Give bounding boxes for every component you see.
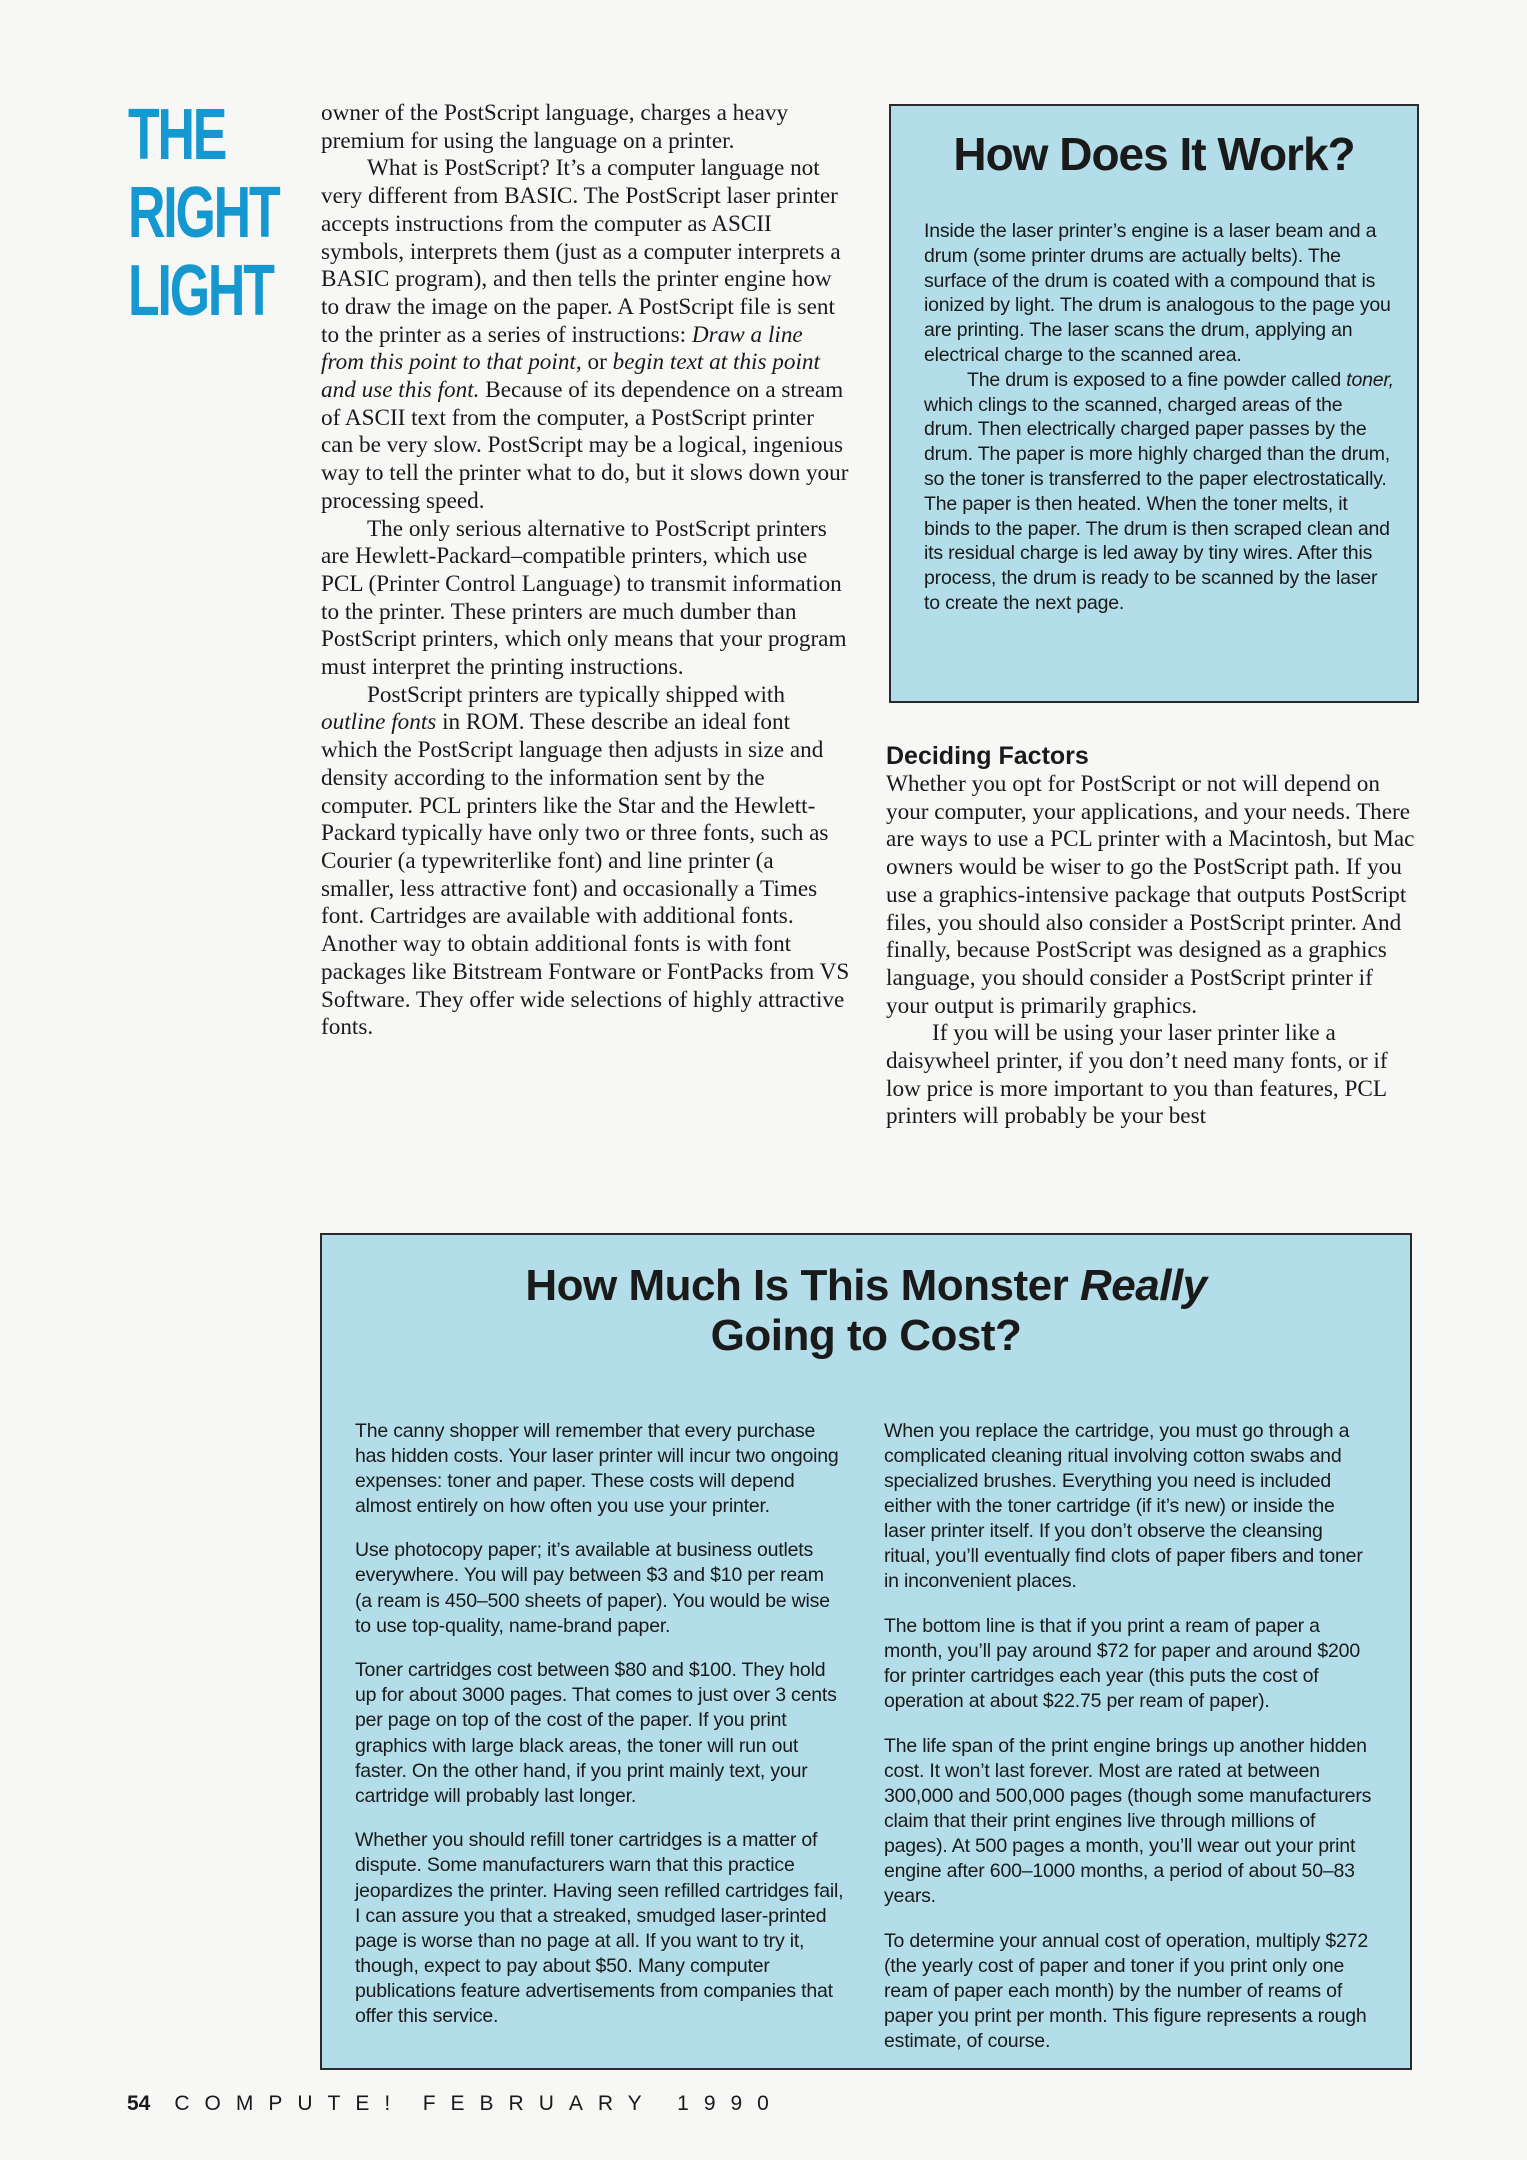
paragraph: Whether you opt for PostScript or not will depend on your computer, your applications, and your needs. There are ways to use a PCL printer with a Macintosh, but Mac owners would be wiser to go the PostScript path. If you use a graphics-intensive package that outputs PostScript files, you should also consider a PostScript printer. And finally, because PostScript was designed as a graphics language, you should consider a PostScript printer if your output is primarily graphics. bbox=[886, 771, 1415, 1019]
paragraph: owner of the PostScript language, charges a heavy premium for using the language on a printer. bbox=[321, 100, 789, 154]
main-column-1 bbox=[321, 100, 851, 1042]
paragraph: PostScript printers are typically shipped with outline fonts in ROM. These describe an ideal font which the PostScript language then adjusts in size and density according to the information sent by the computer. PCL printers like the Star and the Hewlett-Packard typically have only two or three fonts, such as Courier (a typewriterlike font) and line printer (a smaller, less attractive font) and occasionally a Times font. Cartridges are available with additional fonts. Another way to obtain additional fonts is with font packages like Bitstream Fontware or FontPacks from VS Software. They offer wide selections of highly attractive fonts. bbox=[321, 681, 850, 1041]
sidebar-cost bbox=[320, 1233, 1412, 2070]
paragraph: Use photocopy paper; it’s available at business outlets everywhere. You will pay between $3 and $10 per ream (a ream is 450–500 sheets of paper). You would be wise to use top-quality, name-brand paper. bbox=[355, 1539, 830, 1637]
issue-date: FEBRUARY 1990 bbox=[422, 2092, 784, 2115]
paragraph: The only serious alternative to PostScript printers are Hewlett-Packard–compatible printers, which use PCL (Printer Control Language) to transmit information to the printer. These printers are much dumber than PostScript printers, which only means that your program must interpret the printing instructions. bbox=[321, 515, 847, 681]
page-footer bbox=[127, 2092, 784, 2116]
sidebar-column-right bbox=[884, 1399, 1374, 2074]
sidebar-how-it-works bbox=[889, 104, 1419, 703]
paragraph: The canny shopper will remember that every purchase has hidden costs. Your laser printer will incur two ongoing expenses: toner and paper. These costs will depend almost entirely on how often you use your printer. bbox=[355, 1419, 839, 1517]
paragraph: If you will be using your laser printer like a daisywheel printer, if you don’t need many fonts, or if low price is more important to you than features, PCL printers will probably be your best bbox=[886, 1020, 1388, 1130]
page-number: 54 bbox=[127, 2092, 151, 2115]
paragraph: To determine your annual cost of operation, multiply $272 (the yearly cost of paper and toner if you print only one ream of paper each month) by the number of reams of paper you print per month. This figure represents a rough estimate, of course. bbox=[884, 1929, 1368, 2053]
paragraph: When you replace the cartridge, you must go through a complicated cleaning ritual involving cotton swabs and specialized brushes. Everything you need is included either with the toner cartridge (if it’s new) or inside the laser printer itself. If you don’t observe the cleansing ritual, you’ll eventually find clots of paper fibers and toner in inconvenient places. bbox=[884, 1419, 1363, 1593]
paragraph: The drum is exposed to a fine powder called toner, which clings to the scanned, charged areas of the drum. Then electrically charged paper passes by the drum. The paper is more highly charged than the drum, so the toner is transferred to the paper electrostatically. The paper is then heated. When the toner melts, it binds to the paper. The drum is then scraped clean and its residual charge is led away by tiny wires. After this process, the drum is ready to be scanned by the laser to create the next page. bbox=[924, 368, 1394, 614]
main-column-2 bbox=[886, 741, 1416, 1131]
sidebar-title: How Much Is This Monster Really Going to Cost? bbox=[525, 1261, 1207, 1360]
kicker-line-3: LIGHT bbox=[128, 251, 273, 331]
kicker-line-1: THE bbox=[128, 95, 226, 175]
paragraph: Inside the laser printer’s engine is a laser beam and a drum (some printer drums are actually belts). The surface of the drum is coated with a compound that is ionized by light. The drum is analogous to the page you are printing. The laser scans the drum, applying an electrical charge to the scanned area. bbox=[924, 220, 1391, 366]
paragraph: The life span of the print engine brings up another hidden cost. It won’t last forever. Most are rated at between 300,000 and 500,000 pages (though some manufacturers claim that their print engines live through millions of pages). At 500 pages a month, you’ll wear out your print engine after 600–1000 months, a period of about 50–83 years. bbox=[884, 1734, 1372, 1908]
section-heading: Deciding Factors bbox=[886, 742, 1089, 770]
paragraph: Toner cartridges cost between $80 and $100. They hold up for about 3000 pages. That comes to just over 3 cents per page on top of the cost of the paper. If you print graphics with large black areas, the toner will run out faster. On the other hand, if you print mainly text, your cartridge will probably last longer. bbox=[355, 1659, 837, 1807]
sidebar-body bbox=[924, 219, 1394, 616]
magazine-name: COMPUTE! bbox=[174, 2092, 406, 2115]
paragraph: The bottom line is that if you print a ream of paper a month, you’ll pay around $72 for paper and around $200 for printer cartridges each year (this puts the cost of operation at about $22.75 per ream of paper). bbox=[884, 1614, 1360, 1712]
paragraph: Whether you should refill toner cartridges is a matter of dispute. Some manufacturers warn that this practice jeopardizes the printer. Having seen refilled cartridges fail, I can assure you that a streaked, smudged laser-printed page is worse than no page at all. If you want to try it, though, expect to pay about $50. Many computer publications feature advertisements from companies that offer this service. bbox=[355, 1829, 844, 2027]
paragraph: What is PostScript? It’s a computer language not very different from BASIC. The PostScript laser printer accepts instructions from the computer as ASCII symbols, interprets them (just as a computer interprets a BASIC program), and then tells the printer engine how to draw the image on the paper. A PostScript file is sent to the printer as a series of instructions: Draw a line from this point to that point, or begin text at this point and use this font. Because of its dependence on a stream of ASCII text from the computer, a PostScript printer can be very slow. PostScript may be a logical, ingenious way to tell the printer what to do, but it slows down your processing speed. bbox=[321, 155, 849, 514]
section-kicker bbox=[128, 95, 279, 331]
sidebar-title: How Does It Work? bbox=[953, 128, 1355, 180]
kicker-line-2: RIGHT bbox=[128, 173, 279, 253]
sidebar-column-left bbox=[355, 1399, 845, 2049]
